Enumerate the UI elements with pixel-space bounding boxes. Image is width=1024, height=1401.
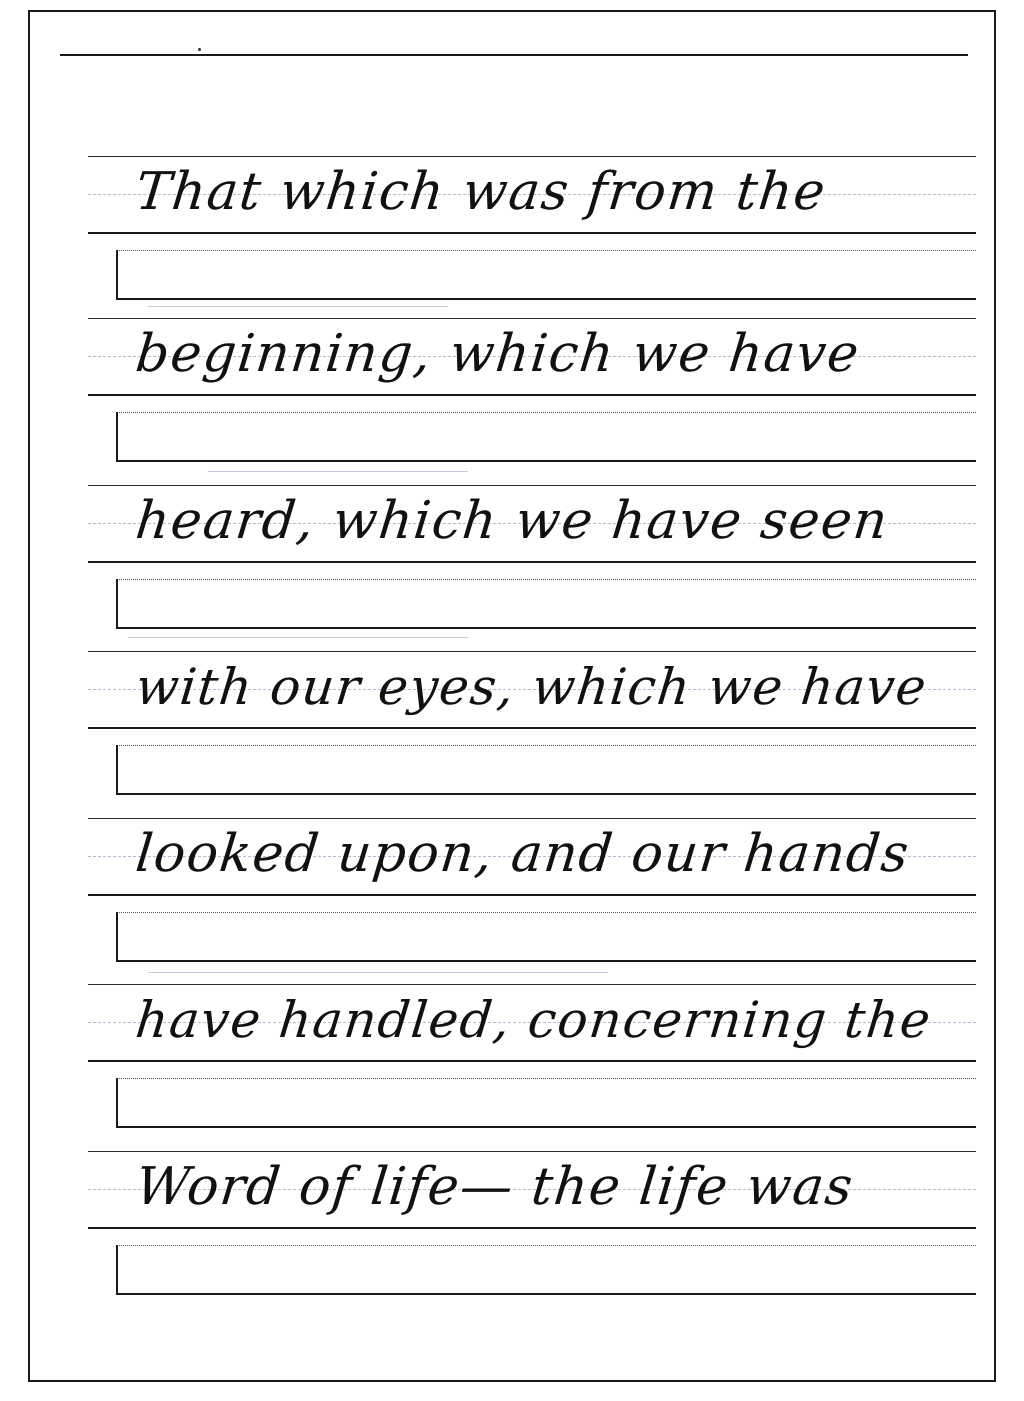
practice-top-rule xyxy=(116,745,976,746)
pencil-guide-hairline xyxy=(128,637,468,638)
practice-line-3[interactable] xyxy=(88,579,976,635)
practice-left-margin xyxy=(116,745,118,794)
practice-line-4[interactable] xyxy=(88,745,976,801)
model-text-4: with our eyes, which we have xyxy=(132,658,931,716)
writing-row-2 xyxy=(88,312,976,468)
practice-baseline-rule xyxy=(116,298,976,300)
header-tick-mark xyxy=(198,48,201,51)
practice-top-rule xyxy=(116,579,976,580)
model-line-6 xyxy=(88,978,976,1064)
worksheet-page xyxy=(28,10,996,1382)
writing-row-4 xyxy=(88,645,976,801)
model-text-1: That which was from the xyxy=(132,162,830,222)
practice-top-rule xyxy=(116,250,976,251)
practice-line-7[interactable] xyxy=(88,1245,976,1301)
pencil-guide-hairline xyxy=(208,471,468,472)
model-line-7 xyxy=(88,1145,976,1231)
model-text-2: beginning, which we have xyxy=(132,324,863,384)
practice-baseline-rule xyxy=(116,1293,976,1295)
writing-row-1 xyxy=(88,150,976,306)
practice-baseline-rule xyxy=(116,793,976,795)
practice-line-2[interactable] xyxy=(88,412,976,468)
practice-baseline-rule xyxy=(116,1126,976,1128)
model-text-7: Word of life— the life was xyxy=(132,1157,857,1217)
practice-top-rule xyxy=(116,1245,976,1246)
model-text-3: heard, which we have seen xyxy=(132,491,892,551)
practice-top-rule xyxy=(116,1078,976,1079)
practice-baseline-rule xyxy=(116,627,976,629)
writing-row-7 xyxy=(88,1145,976,1301)
practice-line-6[interactable] xyxy=(88,1078,976,1134)
header-name-rule xyxy=(60,54,968,56)
practice-left-margin xyxy=(116,1245,118,1294)
practice-line-1[interactable] xyxy=(88,250,976,306)
practice-left-margin xyxy=(116,912,118,961)
model-text-6: have handled, concerning the xyxy=(132,991,935,1049)
model-text-5: looked upon, and our hands xyxy=(132,824,913,884)
model-line-5 xyxy=(88,812,976,898)
model-line-4 xyxy=(88,645,976,731)
practice-left-margin xyxy=(116,412,118,461)
practice-top-rule xyxy=(116,912,976,913)
practice-left-margin xyxy=(116,1078,118,1127)
practice-left-margin xyxy=(116,579,118,628)
model-line-3 xyxy=(88,479,976,565)
practice-left-margin xyxy=(116,250,118,299)
model-line-2 xyxy=(88,312,976,398)
practice-top-rule xyxy=(116,412,976,413)
practice-baseline-rule xyxy=(116,460,976,462)
model-line-1 xyxy=(88,150,976,236)
practice-line-5[interactable] xyxy=(88,912,976,968)
writing-row-6 xyxy=(88,978,976,1134)
writing-row-5 xyxy=(88,812,976,968)
writing-row-3 xyxy=(88,479,976,635)
practice-baseline-rule xyxy=(116,960,976,962)
